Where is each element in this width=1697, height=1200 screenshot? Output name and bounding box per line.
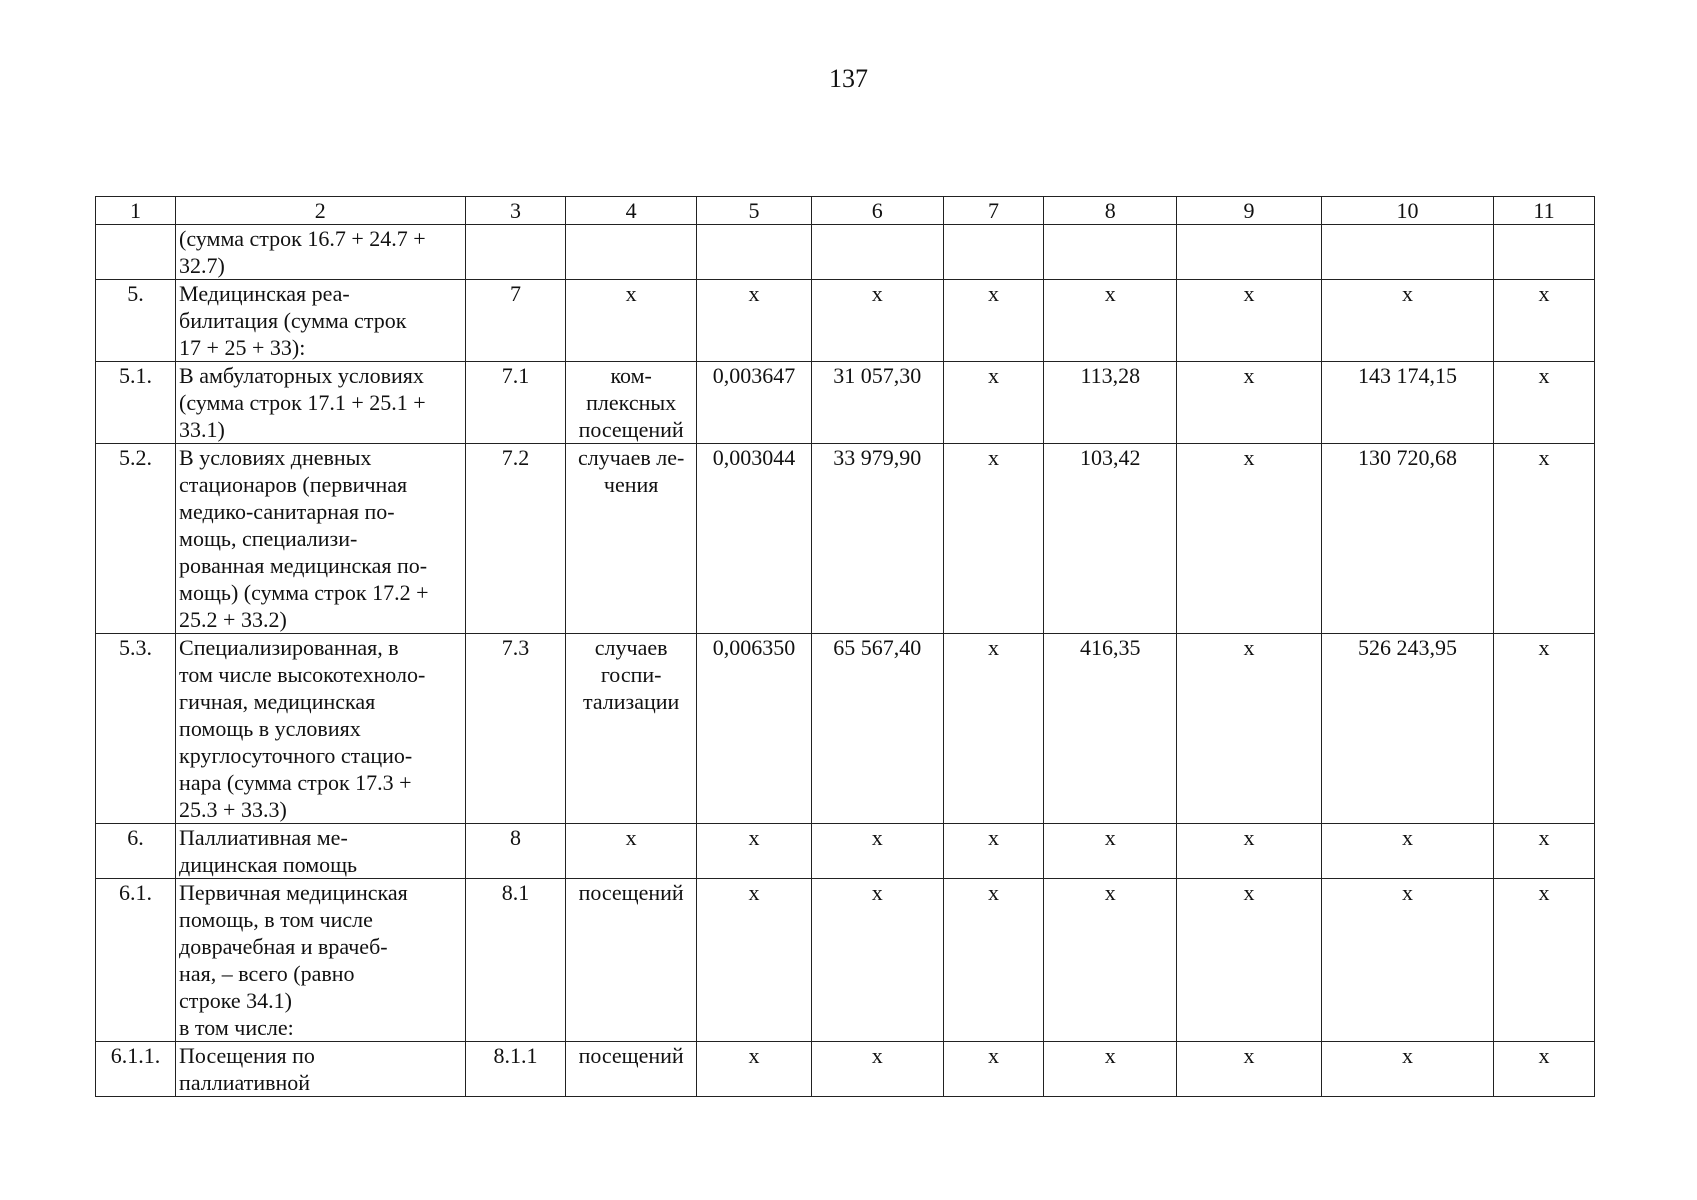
row-code: 7 (465, 280, 566, 362)
header-cell: 3 (465, 197, 566, 225)
row-cost (812, 225, 944, 280)
row-code: 7.2 (465, 444, 566, 634)
row-col10: 143 174,15 (1321, 362, 1493, 444)
page-number: 137 (829, 64, 868, 93)
row-code: 8 (465, 824, 566, 879)
row-col10: х (1321, 280, 1493, 362)
header-cell: 2 (176, 197, 465, 225)
row-number: 6.1. (96, 879, 176, 1042)
row-code: 8.1.1 (465, 1042, 566, 1097)
row-description: Медицинская реа- билитация (сумма строк 17 + 25 + 33): (176, 280, 465, 362)
table-row (96, 225, 1595, 280)
row-norm: х (696, 1042, 811, 1097)
row-col7: х (943, 280, 1044, 362)
row-cost: х (812, 280, 944, 362)
header-cell: 8 (1044, 197, 1177, 225)
row-number: 6.1.1. (96, 1042, 176, 1097)
row-unit: случаев госпи- тализации (566, 634, 696, 824)
row-col8: х (1044, 879, 1177, 1042)
row-description: Специализированная, в том числе высокотехноло- гичная, медицинская помощь в условиях круглосуточного стацио- нара (сумма строк 17.3 + 25.3 + 33.3) (176, 634, 465, 824)
row-unit (566, 225, 696, 280)
row-norm: х (696, 824, 811, 879)
row-number: 5.1. (96, 362, 176, 444)
row-col8: х (1044, 280, 1177, 362)
row-norm: х (696, 879, 811, 1042)
header-cell: 7 (943, 197, 1044, 225)
row-col9: х (1177, 1042, 1322, 1097)
row-col8: 416,35 (1044, 634, 1177, 824)
header-cell: 11 (1494, 197, 1595, 225)
row-unit: х (566, 280, 696, 362)
table-body (96, 225, 1595, 1097)
row-norm (696, 225, 811, 280)
table-row (96, 879, 1595, 1042)
row-col7: х (943, 879, 1044, 1042)
row-code: 7.3 (465, 634, 566, 824)
row-col10: 526 243,95 (1321, 634, 1493, 824)
header-cell: 1 (96, 197, 176, 225)
table-row (96, 1042, 1595, 1097)
row-code: 8.1 (465, 879, 566, 1042)
row-col11: х (1494, 879, 1595, 1042)
row-col10: х (1321, 824, 1493, 879)
table-row (96, 362, 1595, 444)
table-row (96, 634, 1595, 824)
row-col7: х (943, 362, 1044, 444)
row-number: 5.3. (96, 634, 176, 824)
row-description: В условиях дневных стационаров (первичная медико-санитарная по- мощь, специализи- рованная медицинская по- мощь) (сумма строк 17.2 + 25.2 + 33.2) (176, 444, 465, 634)
row-norm: х (696, 280, 811, 362)
header-cell: 5 (696, 197, 811, 225)
row-cost: х (812, 824, 944, 879)
row-number (96, 225, 176, 280)
row-unit: х (566, 824, 696, 879)
row-col9: х (1177, 879, 1322, 1042)
header-cell: 9 (1177, 197, 1322, 225)
row-col9: х (1177, 444, 1322, 634)
row-description: Паллиативная ме- дицинская помощь (176, 824, 465, 879)
row-description: Первичная медицинская помощь, в том числе доврачебная и врачеб- ная, – всего (равно строке 34.1) в том числе: (176, 879, 465, 1042)
row-norm: 0,003647 (696, 362, 811, 444)
row-norm: 0,003044 (696, 444, 811, 634)
row-col10: х (1321, 1042, 1493, 1097)
row-unit: случаев ле- чения (566, 444, 696, 634)
row-col8: х (1044, 1042, 1177, 1097)
row-col11: х (1494, 280, 1595, 362)
header-cell: 10 (1321, 197, 1493, 225)
row-description: Посещения по паллиативной (176, 1042, 465, 1097)
row-cost: х (812, 879, 944, 1042)
table-header-row (96, 197, 1595, 225)
row-unit: ком- плексных посещений (566, 362, 696, 444)
row-cost: 33 979,90 (812, 444, 944, 634)
header-cell: 4 (566, 197, 696, 225)
row-col11: х (1494, 634, 1595, 824)
data-table (95, 196, 1595, 1097)
row-unit: посещений (566, 879, 696, 1042)
row-code (465, 225, 566, 280)
row-col9: х (1177, 824, 1322, 879)
table-row (96, 444, 1595, 634)
row-col11 (1494, 225, 1595, 280)
row-description: В амбулаторных условиях (сумма строк 17.1 + 25.1 + 33.1) (176, 362, 465, 444)
row-col9: х (1177, 280, 1322, 362)
row-col7: х (943, 634, 1044, 824)
row-description: (сумма строк 16.7 + 24.7 + 32.7) (176, 225, 465, 280)
row-col9: х (1177, 362, 1322, 444)
row-col8: х (1044, 824, 1177, 879)
row-col7: х (943, 824, 1044, 879)
table-row (96, 280, 1595, 362)
row-col11: х (1494, 824, 1595, 879)
row-cost: х (812, 1042, 944, 1097)
row-col10: х (1321, 879, 1493, 1042)
row-col9: х (1177, 634, 1322, 824)
row-number: 5.2. (96, 444, 176, 634)
row-col11: х (1494, 444, 1595, 634)
row-number: 6. (96, 824, 176, 879)
row-cost: 31 057,30 (812, 362, 944, 444)
header-cell: 6 (812, 197, 944, 225)
row-col11: х (1494, 362, 1595, 444)
row-col7: х (943, 1042, 1044, 1097)
row-number: 5. (96, 280, 176, 362)
row-col7 (943, 225, 1044, 280)
row-col10: 130 720,68 (1321, 444, 1493, 634)
row-cost: 65 567,40 (812, 634, 944, 824)
row-code: 7.1 (465, 362, 566, 444)
table-row (96, 824, 1595, 879)
row-col8: 103,42 (1044, 444, 1177, 634)
row-col8: 113,28 (1044, 362, 1177, 444)
row-col10 (1321, 225, 1493, 280)
row-col9 (1177, 225, 1322, 280)
row-norm: 0,006350 (696, 634, 811, 824)
row-col8 (1044, 225, 1177, 280)
row-col11: х (1494, 1042, 1595, 1097)
row-unit: посещений (566, 1042, 696, 1097)
row-col7: х (943, 444, 1044, 634)
